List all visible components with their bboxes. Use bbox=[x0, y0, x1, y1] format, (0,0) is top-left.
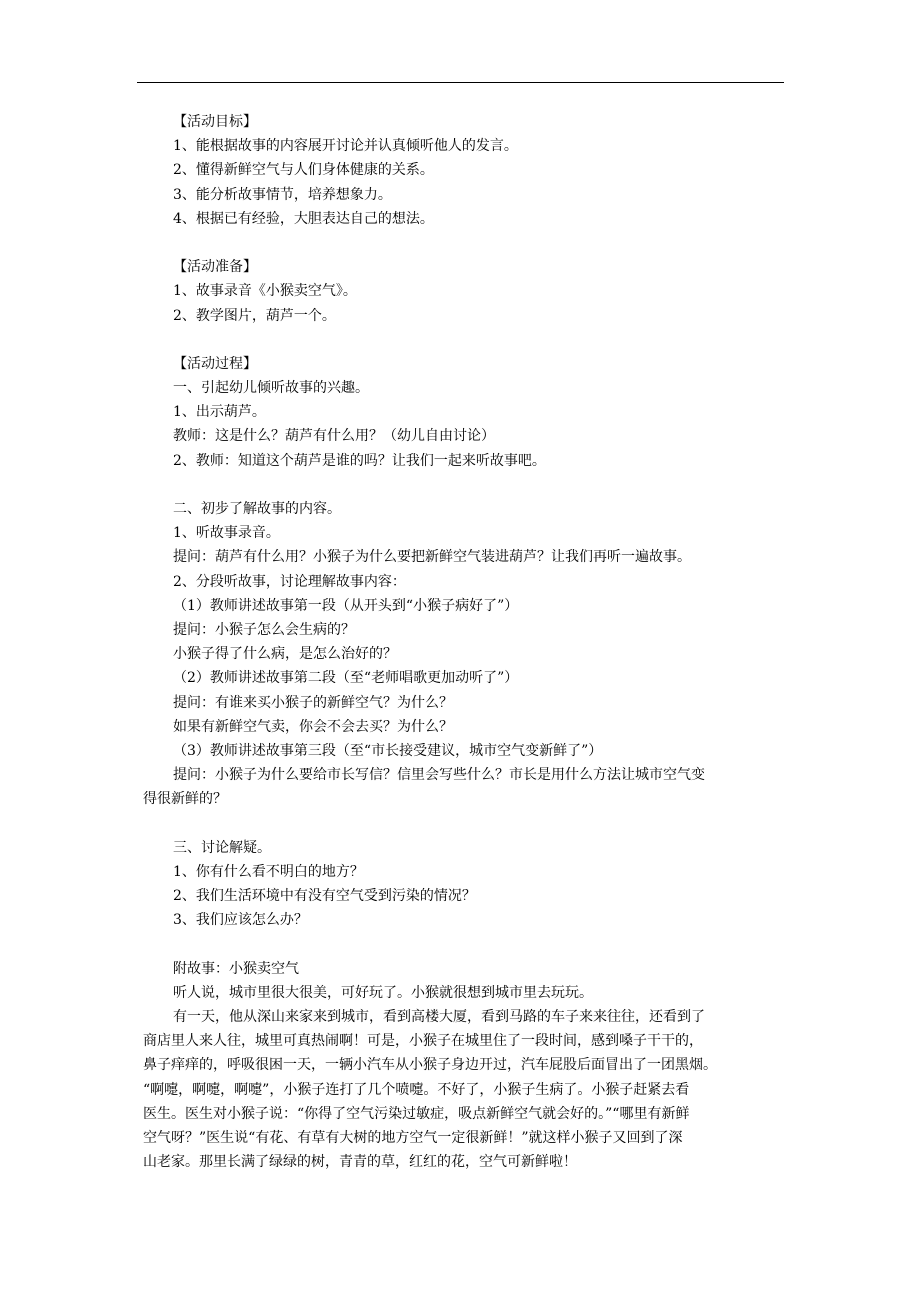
spacer bbox=[173, 231, 793, 255]
story-line: 鼻子痒痒的，呼吸很困一天，一辆小汽车从小猴子身边开过，汽车屁股后面冒出了一团黑烟。 bbox=[143, 1057, 717, 1074]
part2-line: 小猴子得了什么病，是怎么治好的？ bbox=[173, 646, 397, 663]
part2-line: 提问：葫芦有什么用？小猴子为什么要把新鲜空气装进葫芦？让我们再听一遍故事。 bbox=[173, 549, 691, 566]
part3-line: 3、我们应该怎么办？ bbox=[173, 912, 308, 929]
prep-item: 2、教学图片，葫芦一个。 bbox=[173, 307, 336, 324]
part2-line: 提问：有谁来买小猴子的新鲜空气？为什么？ bbox=[173, 694, 453, 711]
part2-line: 如果有新鲜空气卖，你会不会去买？为什么？ bbox=[173, 718, 453, 735]
part2-line: 1、听故事录音。 bbox=[173, 525, 280, 542]
process-heading: 【活动过程】 bbox=[173, 355, 257, 372]
story-line: 医生。医生对小猴子说：“你得了空气污染过敏症，吸点新鲜空气就会好的。”“哪里有新鲜 bbox=[143, 1105, 690, 1122]
part2-line: 2、分段听故事，讨论理解故事内容： bbox=[173, 573, 406, 590]
part3-line: 1、你有什么看不明白的地方？ bbox=[173, 863, 364, 880]
spacer bbox=[173, 811, 793, 835]
part1-line: 1、出示葫芦。 bbox=[173, 404, 266, 421]
goal-item: 2、懂得新鲜空气与人们身体健康的关系。 bbox=[173, 162, 434, 179]
goal-item: 1、能根据故事的内容展开讨论并认真倾听他人的发言。 bbox=[173, 138, 518, 155]
goal-item: 3、能分析故事情节，培养想象力。 bbox=[173, 186, 392, 203]
part3-line: 2、我们生活环境中有没有空气受到污染的情况？ bbox=[173, 888, 476, 904]
part3-title: 三、讨论解疑。 bbox=[173, 839, 271, 856]
prep-heading: 【活动准备】 bbox=[173, 259, 257, 276]
story-line: “啊嚏，啊嚏，啊嚏”，小猴子连打了几个喷嚏。不好了，小猴子生病了。小猴子赶紧去看 bbox=[143, 1081, 690, 1098]
goal-item: 4、根据已有经验，大胆表达自己的想法。 bbox=[173, 210, 434, 227]
part1-title: 一、引起幼儿倾听故事的兴趣。 bbox=[173, 380, 369, 397]
part2-line: 提问：小猴子怎么会生病的？ bbox=[173, 621, 355, 638]
spacer bbox=[173, 328, 793, 352]
part2-line: （2）教师讲述故事第二段（至“老师唱歌更加动听了”） bbox=[173, 670, 519, 687]
spacer bbox=[173, 473, 793, 497]
part2-question3-line2: 得很新鲜的？ bbox=[143, 791, 227, 808]
part1-line: 2、教师：知道这个葫芦是谁的吗？让我们一起来听故事吧。 bbox=[173, 452, 546, 469]
goals-heading: 【活动目标】 bbox=[173, 114, 257, 130]
story-line: 山老家。那里长满了绿绿的树，青青的草，红红的花，空气可新鲜啦！ bbox=[143, 1154, 577, 1171]
spacer bbox=[173, 932, 793, 956]
story-paragraph-1: 听人说，城市里很大很美，可好玩了。小猴就很想到城市里去玩玩。 bbox=[173, 984, 593, 1001]
prep-item: 1、故事录音《小猴卖空气》。 bbox=[173, 283, 357, 300]
part2-line: （3）教师讲述故事第三段（至“市长接受建议，城市空气变新鲜了”） bbox=[173, 742, 603, 759]
story-title: 附故事：小猴卖空气 bbox=[173, 960, 299, 977]
part1-line: 教师：这是什么？葫芦有什么用？（幼儿自由讨论） bbox=[173, 428, 495, 445]
story-line: 有一天，他从深山来家来到城市，看到高楼大厦，看到马路的车子来来往往，还看到了 bbox=[173, 1008, 705, 1025]
document-body bbox=[143, 110, 793, 1174]
part2-title: 二、初步了解故事的内容。 bbox=[173, 501, 341, 517]
story-line: 空气呀？”医生说“有花、有草有大树的地方空气一定很新鲜！”就这样小猴子又回到了深 bbox=[143, 1129, 683, 1146]
part2-question3-line1: 提问：小猴子为什么要给市长写信？信里会写些什么？市长是用什么方法让城市空气变 bbox=[173, 767, 705, 784]
part2-line: （1）教师讲述故事第一段（从开头到“小猴子病好了”） bbox=[173, 597, 519, 614]
story-line: 商店里人来人往，城里可真热闹啊！可是，小猴子在城里住了一段时间，感到嗓子干干的， bbox=[143, 1033, 703, 1050]
header-rule bbox=[137, 82, 784, 83]
